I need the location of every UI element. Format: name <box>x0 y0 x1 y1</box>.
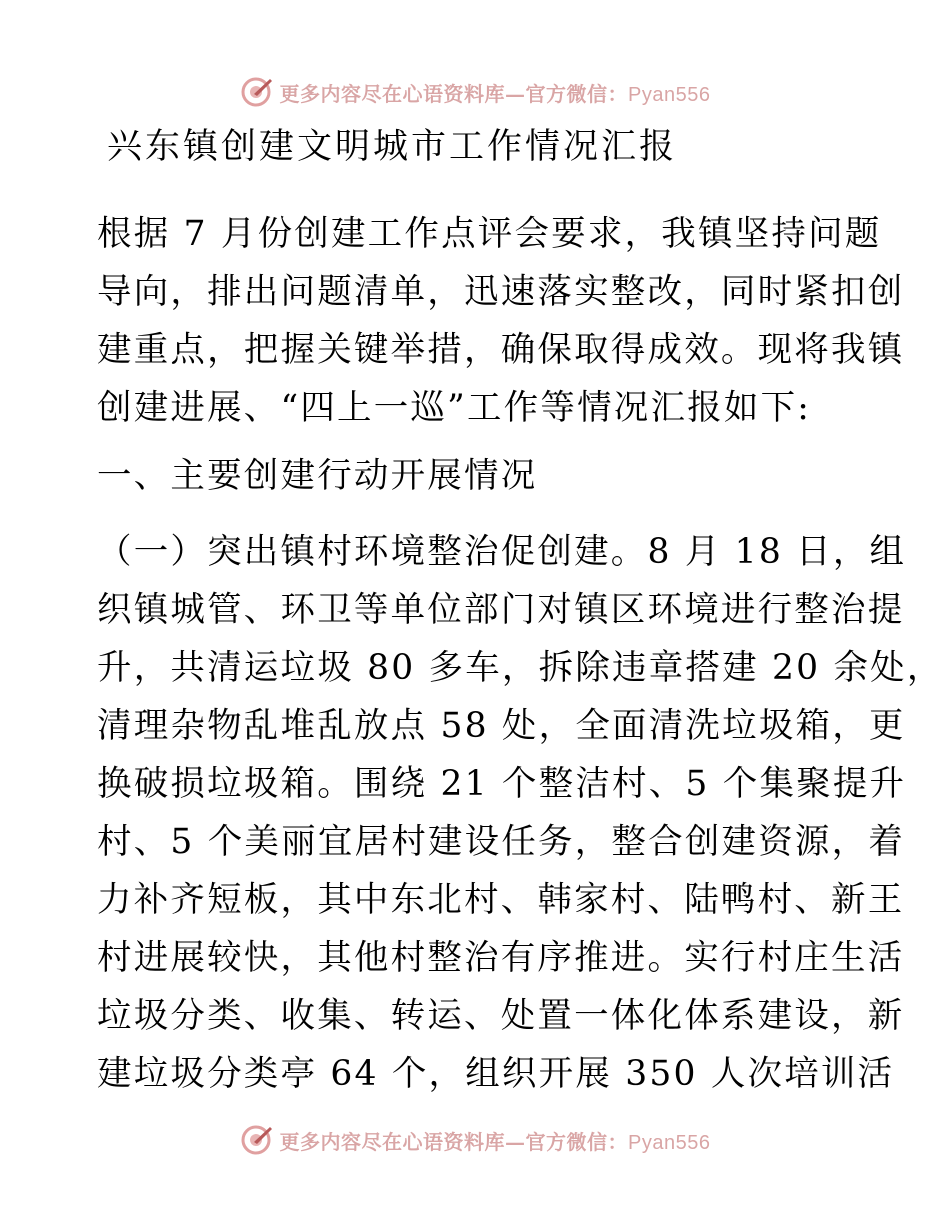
subsection-line: 织镇城管、环卫等单位部门对镇区环境进行整治提 <box>97 590 905 630</box>
intro-line: 创建进展、“四上一巡”工作等情况汇报如下: <box>97 388 812 428</box>
subsection-line: 村、5 个美丽宜居村建设任务，整合创建资源，着 <box>97 822 906 862</box>
subsection-paragraph <box>97 523 944 1103</box>
watermark-top <box>0 72 950 112</box>
section-heading <box>97 447 857 505</box>
subsection-line: （一）突出镇村环境整治促创建。8 月 18 日，组 <box>97 532 907 572</box>
intro-paragraph <box>97 205 905 437</box>
subsection-line: 升，共清运垃圾 80 多车，拆除违章搭建 20 余处， <box>97 648 944 688</box>
watermark-bottom <box>0 1120 950 1160</box>
intro-line: 导向，排出问题清单，迅速落实整改，同时紧扣创 <box>97 272 905 312</box>
subsection-line: 垃圾分类、收集、转运、处置一体化体系建设，新 <box>97 996 905 1036</box>
subsection-line: 村进展较快，其他村整治有序推进。实行村庄生活 <box>97 938 905 978</box>
pen-logo-icon <box>240 1123 274 1157</box>
pen-logo-icon <box>240 75 274 109</box>
document-body <box>97 123 944 1103</box>
subsection-line: 换破损垃圾箱。围绕 21 个整洁村、5 个集聚提升 <box>97 764 907 804</box>
watermark-wechat-id: Pyan556 <box>628 83 711 106</box>
intro-line: 建重点，把握关键举措，确保取得成效。现将我镇 <box>97 330 905 370</box>
document-title: 兴东镇创建文明城市工作情况汇报 <box>107 127 678 167</box>
subsection-line: 清理杂物乱堆乱放点 58 处，全面清洗垃圾箱，更 <box>97 706 906 746</box>
intro-line: 根据 7 月份创建工作点评会要求，我镇坚持问题 <box>97 214 882 254</box>
watermark-wechat-id: Pyan556 <box>628 1131 711 1154</box>
watermark-text: 更多内容尽在心语资料库—官方微信：Pyan556 <box>279 1129 711 1154</box>
subsection-line: 建垃圾分类亭 64 个，组织开展 350 人次培训活 <box>97 1054 895 1094</box>
watermark-text: 更多内容尽在心语资料库—官方微信：Pyan556 <box>279 81 711 106</box>
section-heading-text: 一、主要创建行动开展情况 <box>97 456 538 496</box>
subsection-line: 力补齐短板，其中东北村、韩家村、陆鸭村、新王 <box>97 880 905 920</box>
